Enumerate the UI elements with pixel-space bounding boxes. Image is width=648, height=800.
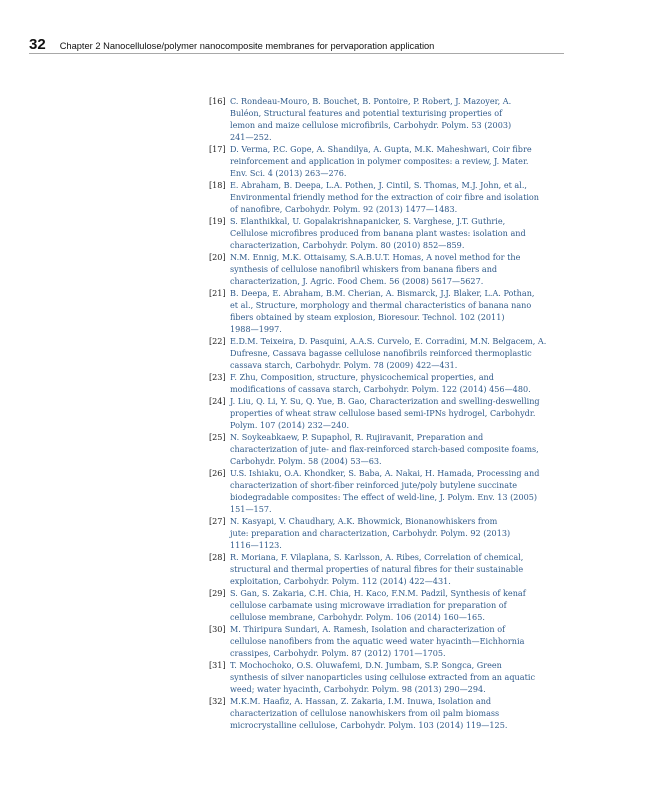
reference-line: U.S. Ishiaku, O.A. Khondker, S. Baba, A. Nakai, H. Hamada, Processing and: [230, 468, 540, 478]
reference-text: [230, 431, 565, 467]
reference-line: Cellulose microfibres produced from banana plant wastes: isolation and: [230, 228, 526, 238]
reference-line: microcrystalline cellulose, Carbohydr. Polym. 103 (2014) 119—125.: [230, 720, 508, 730]
reference-line: N. Soykeabkaew, P. Supaphol, R. Rujiravanit, Preparation and: [230, 432, 484, 442]
reference-item: [209, 587, 565, 623]
reference-text: [230, 179, 565, 215]
reference-line: jute: preparation and characterization, Carbohydr. Polym. 92 (2013): [230, 528, 511, 538]
reference-number: [21]: [209, 288, 226, 298]
reference-line: cassava starch, Carbohydr. Polym. 78 (2009) 422—431.: [230, 360, 458, 370]
reference-item: [209, 659, 565, 695]
reference-number: [29]: [209, 588, 226, 598]
reference-line: Env. Sci. 4 (2013) 263—276.: [230, 168, 347, 178]
reference-line: characterization of short-fiber reinforced jute/poly butylene succinate: [230, 480, 518, 490]
reference-item: [209, 287, 565, 335]
page-number: 32: [29, 36, 46, 53]
reference-line: N.M. Ennig, M.K. Ottaisamy, S.A.B.U.T. Homas, A novel method for the: [230, 252, 521, 262]
reference-line: structural and thermal properties of natural fibres for their sustainable: [230, 564, 524, 574]
reference-text: [230, 659, 565, 695]
reference-line: characterization of jute- and flax-reinforced starch-based composite foams,: [230, 444, 539, 454]
reference-line: D. Verma, P.C. Gope, A. Shandilya, A. Gupta, M.K. Maheshwari, Coir fibre: [230, 144, 532, 154]
reference-line: cellulose membrane, Carbohydr. Polym. 106 (2014) 160—165.: [230, 612, 485, 622]
reference-line: properties of wheat straw cellulose based semi-IPNs hydrogel, Carbohydr.: [230, 408, 536, 418]
running-head: Chapter 2 Nanocellulose/polymer nanocomposite membranes for pervaporation application: [59, 41, 435, 51]
reference-text: [230, 251, 565, 287]
reference-line: C. Rondeau-Mouro, B. Bouchet, B. Pontoire, P. Robert, J. Mazoyer, A.: [230, 96, 512, 106]
reference-line: Polym. 107 (2014) 232—240.: [230, 420, 350, 430]
reference-number: [30]: [209, 624, 226, 634]
reference-line: biodegradable composites: The effect of weld-line, J. Polym. Env. 13 (2005): [230, 492, 538, 502]
reference-line: characterization, Carbohydr. Polym. 80 (2010) 852—859.: [230, 240, 465, 250]
reference-text: [230, 623, 565, 659]
reference-line: characterization of cellulose nanowhiskers from oil palm biomass: [230, 708, 500, 718]
reference-line: F. Zhu, Composition, structure, physicochemical properties, and: [230, 372, 494, 382]
reference-line: reinforcement and application in polymer composites: a review, J. Mater.: [230, 156, 529, 166]
reference-line: synthesis of silver nanoparticles using cellulose extracted from an aquatic: [230, 672, 535, 682]
reference-item: [209, 467, 565, 515]
reference-line: R. Moriana, F. Vilaplana, S. Karlsson, A. Ribes, Correlation of chemical,: [230, 552, 524, 562]
header-rule: [29, 53, 564, 54]
reference-line: fibers obtained by steam explosion, Bioresour. Technol. 102 (2011): [230, 312, 505, 322]
reference-number: [17]: [209, 144, 226, 154]
reference-item: [209, 251, 565, 287]
reference-number: [25]: [209, 432, 226, 442]
reference-line: Carbohydr. Polym. 58 (2004) 53—63.: [230, 456, 382, 466]
reference-item: [209, 95, 565, 143]
reference-line: J. Liu, Q. Li, Y. Su, Q. Yue, B. Gao, Characterization and swelling-deswelling: [230, 396, 540, 406]
reference-line: 241—252.: [230, 132, 272, 142]
reference-number: [31]: [209, 660, 226, 670]
reference-line: N. Kasyapi, V. Chaudhary, A.K. Bhowmick, Bionanowhiskers from: [230, 516, 498, 526]
reference-line: Buléon, Structural features and potential texturising properties of: [230, 108, 503, 118]
reference-line: M. Thiripura Sundari, A. Ramesh, Isolation and characterization of: [230, 624, 506, 634]
reference-text: [230, 95, 565, 143]
reference-item: [209, 371, 565, 395]
reference-text: [230, 587, 565, 623]
reference-line: B. Deepa, E. Abraham, B.M. Cherian, A. Bismarck, J.J. Blaker, L.A. Pothan,: [230, 288, 535, 298]
reference-text: [230, 371, 565, 395]
reference-line: M.K.M. Haafiz, A. Hassan, Z. Zakaria, I.M. Inuwa, Isolation and: [230, 696, 492, 706]
reference-line: et al., Structure, morphology and thermal characteristics of banana nano: [230, 300, 532, 310]
reference-number: [18]: [209, 180, 226, 190]
reference-line: 1988—1997.: [230, 324, 282, 334]
reference-item: [209, 143, 565, 179]
reference-item: [209, 395, 565, 431]
reference-item: [209, 215, 565, 251]
reference-item: [209, 179, 565, 215]
reference-text: [230, 515, 565, 551]
reference-line: E.D.M. Teixeira, D. Pasquini, A.A.S. Curvelo, E. Corradini, M.N. Belgacem, A.: [230, 336, 547, 346]
reference-text: [230, 335, 565, 371]
reference-line: T. Mochochoko, O.S. Oluwafemi, D.N. Jumbam, S.P. Songca, Green: [230, 660, 502, 670]
reference-line: cellulose nanofibers from the aquatic weed water hyacinth—Eichhornia: [230, 636, 525, 646]
reference-number: [32]: [209, 696, 226, 706]
reference-line: crassipes, Carbohydr. Polym. 87 (2012) 1701—1705.: [230, 648, 446, 658]
reference-text: [230, 287, 565, 335]
reference-text: [230, 395, 565, 431]
reference-number: [16]: [209, 96, 226, 106]
reference-item: [209, 623, 565, 659]
reference-line: characterization, J. Agric. Food Chem. 56 (2008) 5617—5627.: [230, 276, 484, 286]
reference-line: exploitation, Carbohydr. Polym. 112 (2014) 422—431.: [230, 576, 451, 586]
reference-line: modifications of cassava starch, Carbohydr. Polym. 122 (2014) 456—480.: [230, 384, 531, 394]
reference-number: [24]: [209, 396, 226, 406]
reference-item: [209, 431, 565, 467]
reference-line: lemon and maize cellulose microfibrils, Carbohydr. Polym. 53 (2003): [230, 120, 512, 130]
reference-number: [26]: [209, 468, 226, 478]
reference-number: [22]: [209, 336, 226, 346]
reference-line: cellulose carbamate using microwave irradiation for preparation of: [230, 600, 507, 610]
reference-number: [20]: [209, 252, 226, 262]
reference-list: [209, 95, 565, 731]
reference-line: 1116—1123.: [230, 540, 282, 550]
reference-line: E. Abraham, B. Deepa, L.A. Pothen, J. Cintil, S. Thomas, M.J. John, et al.,: [230, 180, 527, 190]
reference-number: [19]: [209, 216, 226, 226]
reference-line: Environmental friendly method for the extraction of coir fibre and isolation: [230, 192, 539, 202]
reference-number: [28]: [209, 552, 226, 562]
reference-text: [230, 215, 565, 251]
reference-line: S. Gan, S. Zakaria, C.H. Chia, H. Kaco, F.N.M. Padzil, Synthesis of kenaf: [230, 588, 526, 598]
reference-text: [230, 551, 565, 587]
reference-line: Dufresne, Cassava bagasse cellulose nanofibrils reinforced thermoplastic: [230, 348, 532, 358]
reference-item: [209, 335, 565, 371]
reference-number: [27]: [209, 516, 226, 526]
page-header: [29, 36, 564, 52]
reference-line: 151—157.: [230, 504, 272, 514]
reference-line: weed; water hyacinth, Carbohydr. Polym. 98 (2013) 290—294.: [230, 684, 486, 694]
reference-item: [209, 515, 565, 551]
reference-item: [209, 695, 565, 731]
reference-text: [230, 143, 565, 179]
reference-text: [230, 467, 565, 515]
reference-line: S. Elanthikkal, U. Gopalakrishnapanicker, S. Varghese, J.T. Guthrie,: [230, 216, 506, 226]
reference-text: [230, 695, 565, 731]
reference-number: [23]: [209, 372, 226, 382]
reference-item: [209, 551, 565, 587]
reference-line: of nanofibre, Carbohydr. Polym. 92 (2013) 1477—1483.: [230, 204, 458, 214]
reference-line: synthesis of cellulose nanofibril whiskers from banana fibers and: [230, 264, 498, 274]
